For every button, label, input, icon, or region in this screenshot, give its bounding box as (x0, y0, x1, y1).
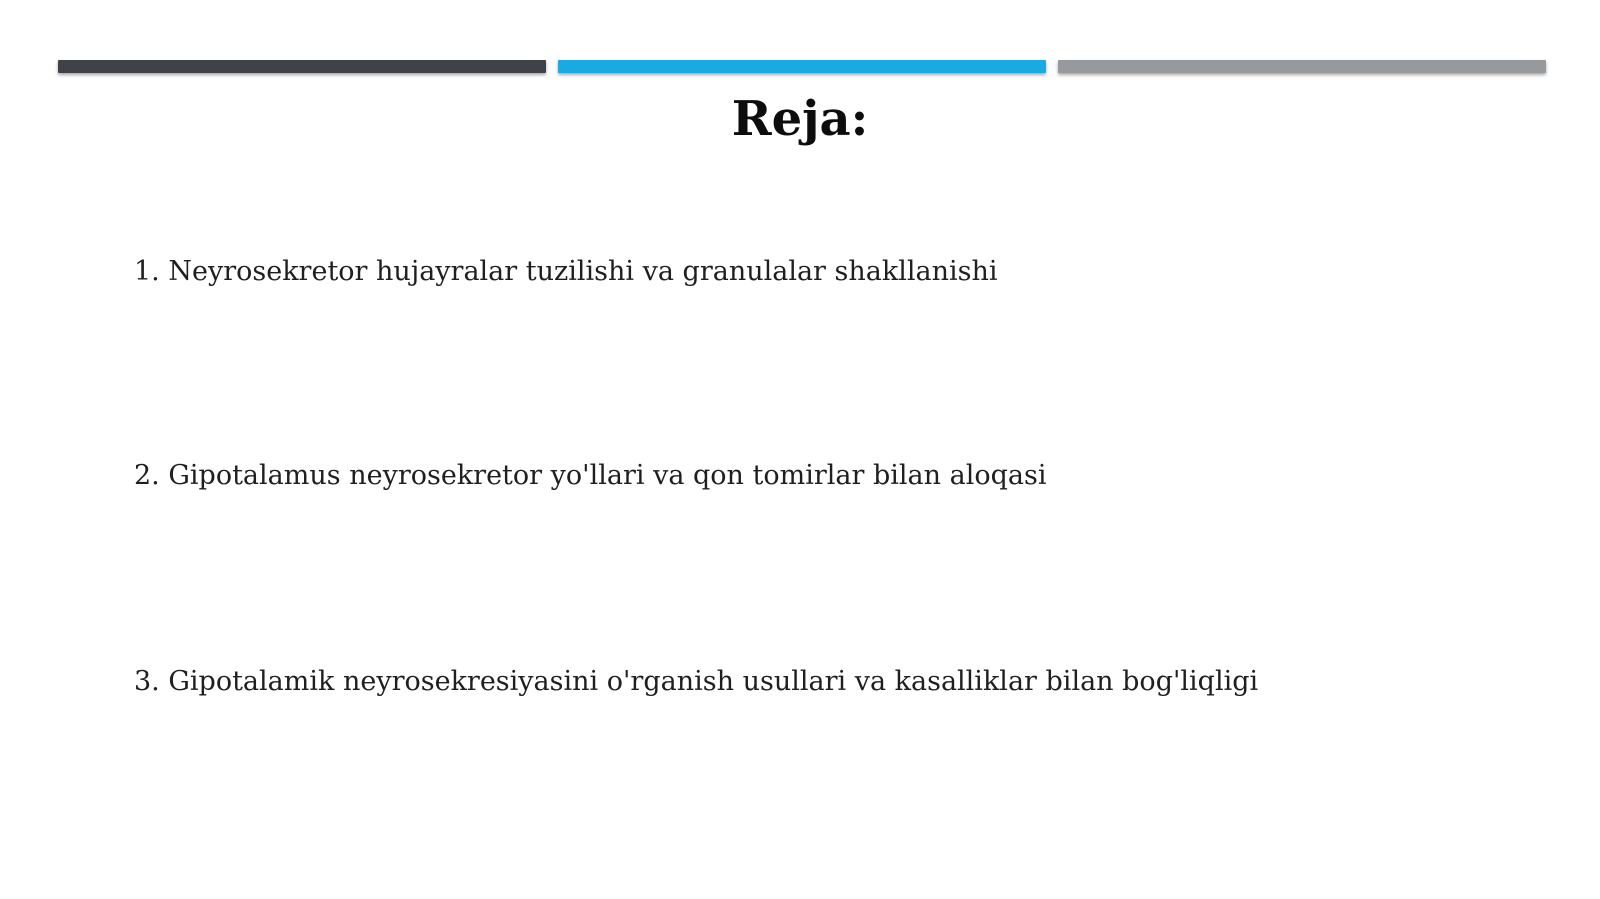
list-item: 2. Gipotalamus neyrosekretor yo'llari va qon tomirlar bilan aloqasi (134, 460, 1047, 491)
slide-title: Reja: (731, 91, 869, 147)
list-item: 1. Neyrosekretor hujayralar tuzilishi va granulalar shakllanishi (134, 256, 998, 287)
accent-bar-gray (1058, 60, 1546, 73)
accent-bar-blue (558, 60, 1046, 73)
accent-bar-dark (58, 60, 546, 73)
list-item: 3. Gipotalamik neyrosekresiyasini o'rganish usullari va kasalliklar bilan bog'liqligi (134, 666, 1259, 697)
